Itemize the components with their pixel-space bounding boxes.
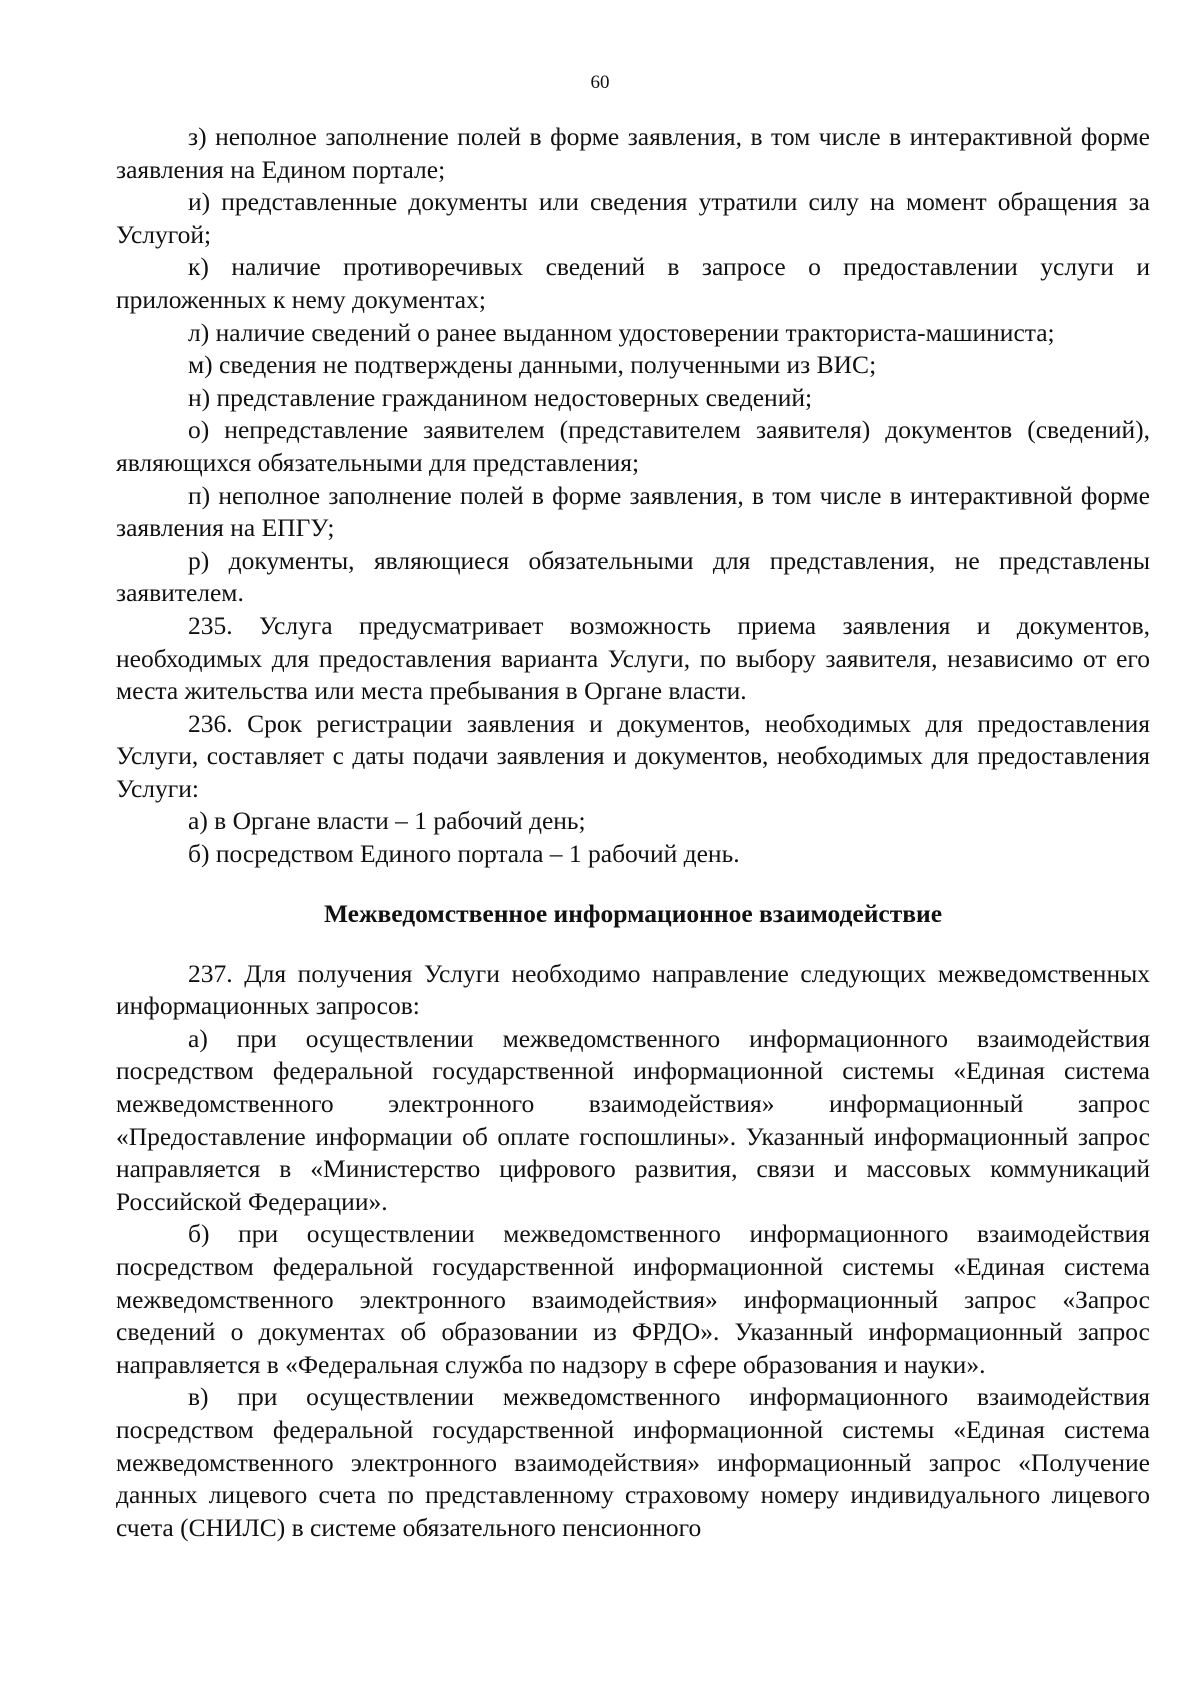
paragraph-235: 235. Услуга предусматривает возможность приема заявления и документов, необходимых для предоставления варианта Услуги, по выбору заявителя, независимо от его места жительства или места пребывания в Органе власти. [116, 610, 1150, 706]
paragraph-item-r: р) документы, являющиеся обязательными для представления, не представлены заявителем. [116, 545, 1150, 608]
paragraph-item-m: м) сведения не подтверждены данными, полученными из ВИС; [188, 350, 877, 380]
paragraph-item-o: о) непредставление заявителем (представителем заявителя) документов (сведений), являющихся обязательными для представления; [116, 415, 1150, 477]
paragraph-item-k: к) наличие противоречивых сведений в запросе о предоставлении услуги и приложенных к нему документах; [116, 252, 1150, 314]
paragraph-237-b: б) при осуществлении межведомственного информационного взаимодействия посредством федеральной государственной информационной системы «Единая система межведомственного электронного взаимодействия» информационный запрос «Запрос сведений о документах об образовании из ФРДО». Указанный информационный запрос направляется в «Федеральная служба по надзору в сфере образования и науки». [116, 1219, 1150, 1379]
paragraph-item-n: н) представление гражданином недостоверных сведений; [188, 382, 813, 412]
paragraph-237-a: а) при осуществлении межведомственного информационного взаимодействия посредством федеральной государственной информационной системы «Единая система межведомственного электронного взаимодействия» информационный запрос «Предоставление информации об оплате госпошлины». Указанный информационный запрос направляется в «Министерство цифрового развития, связи и массовых коммуникаций Российской Федерации». [116, 1023, 1150, 1216]
paragraph-237-v: в) при осуществлении межведомственного информационного взаимодействия посредством федеральной государственной информационной системы «Единая система межведомственного электронного взаимодействия» информационный запрос «Получение данных лицевого счета по представленному страховому номеру индивидуального лицевого счета (СНИЛС) в системе обязательного пенсионного [116, 1382, 1150, 1542]
paragraph-item-p: п) неполное заполнение полей в форме заявления, в том числе в интерактивной форме заявления на ЕПГУ; [116, 480, 1150, 543]
paragraph-item-z: з) неполное заполнение полей в форме заявления, в том числе в интерактивной форме заявления на Едином портале; [116, 122, 1150, 184]
paragraph-236: 236. Срок регистрации заявления и документов, необходимых для предоставления Услуги, составляет с даты подачи заявления и документов, необходимых для предоставления Услуги: [116, 708, 1150, 803]
document-body [116, 121, 1150, 1544]
paragraph-237: 237. Для получения Услуги необходимо направление следующих межведомственных информационных запросов: [116, 958, 1150, 1021]
section-heading: Межведомственное информационное взаимодействие [323, 898, 943, 928]
page-number: 60 [590, 72, 610, 93]
paragraph-item-l: л) наличие сведений о ранее выданном удостоверении тракториста-машиниста; [188, 317, 1055, 347]
paragraph-236-b: б) посредством Единого портала – 1 рабочий день. [188, 839, 740, 869]
paragraph-item-i: и) представленные документы или сведения утратили силу на момент обращения за Услугой; [116, 187, 1150, 249]
paragraph-236-a: а) в Органе власти – 1 рабочий день; [188, 806, 586, 836]
